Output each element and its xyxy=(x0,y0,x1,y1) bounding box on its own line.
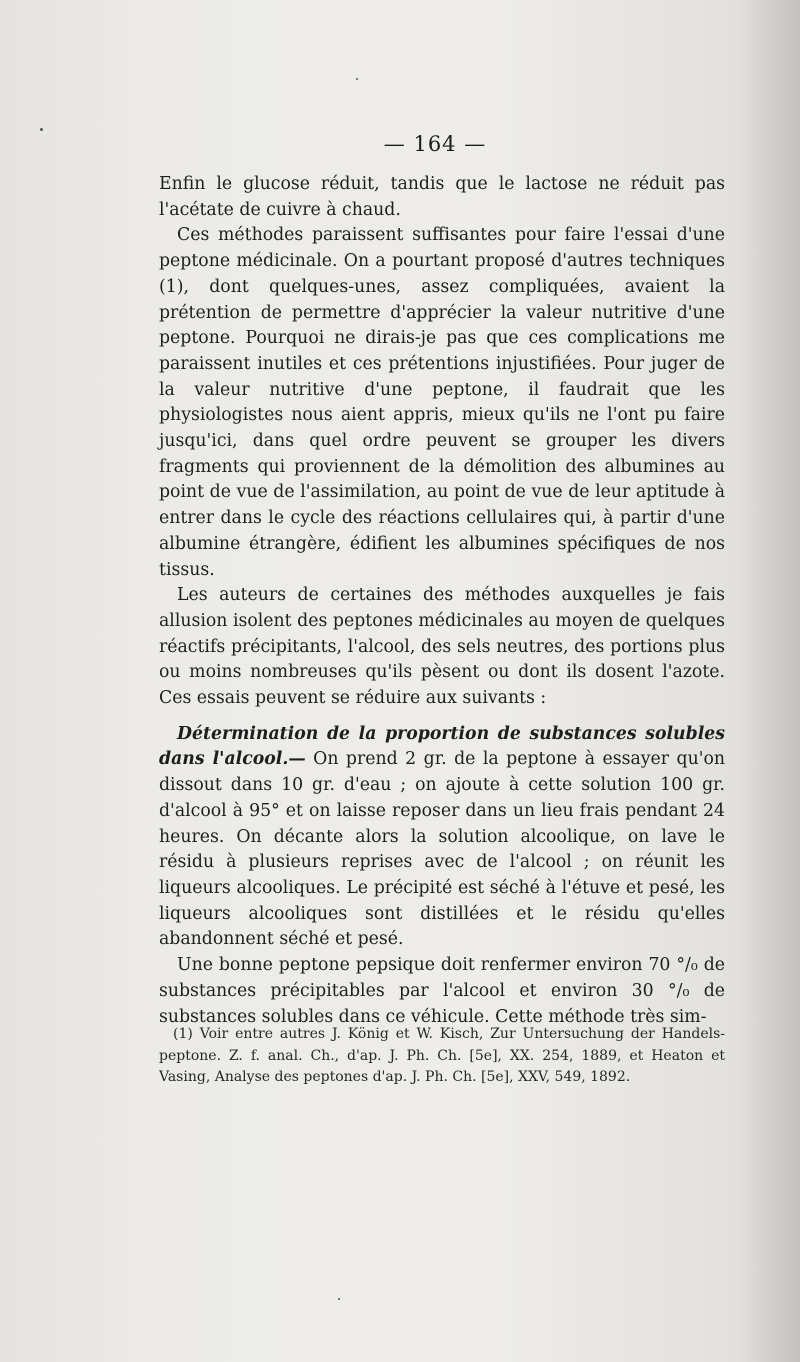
paragraph-last: Une bonne peptone pepsique doit renfermer environ 70 °/₀ de substances précipitables par l'alcool et environ 30 °/₀ de substances solubles dans ce véhicule. Cette méthode très sim- xyxy=(159,955,725,1027)
paragraph-1: Enfin le glucose réduit, tandis que le lactose ne réduit pas l'acétate de cuivre à chaud. xyxy=(159,174,725,220)
page-number: — 164 — xyxy=(383,132,487,156)
scan-speck xyxy=(40,128,43,131)
footnotes xyxy=(159,1024,725,1089)
section-text: On prend 2 gr. de la peptone à essayer qu'on dissout dans 10 gr. d'eau ; on ajoute à cette solution 100 gr. d'alcool à 95° et on laisse reposer dans un lieu frais pendant 24 heures. On décante alors la solution alcoolique, on lave le résidu à plusieurs reprises avec de l'alcool ; on réunit les liqueurs alcooliques. Le précipité est séché à l'étuve et pesé, les liqueurs alcooliques sont distillées et le résidu qu'elles abandonnent séché et pesé. xyxy=(159,749,725,950)
body-text xyxy=(159,172,725,1030)
scan-speck xyxy=(338,1298,340,1300)
scan-speck xyxy=(356,78,358,80)
section-title: Détermination de la proportion de substances solubles dans l'alcool.— xyxy=(159,723,725,770)
section-paragraph xyxy=(159,722,725,953)
paragraph-3: Les auteurs de certaines des méthodes auxquelles je fais allusion isolent des peptones médicinales au moyen de quelques réactifs précipitants, l'alcool, des sels neutres, des portions plus ou moins nombreuses qu'ils pèsent ou dont ils dosent l'azote. Ces essais peuvent se réduire aux suivants : xyxy=(159,585,725,709)
footnote-1: (1) Voir entre autres J. König et W. Kisch, Zur Untersuchung der Handels-peptone. Z. f. anal. Ch., d'ap. J. Ph. Ch. [5e], XX. 254, 1889, et Heaton et Vasing, Analyse des peptones d'ap. J. Ph. Ch. [5e], XXV, 549, 1892. xyxy=(159,1026,725,1085)
page-edge-shadow xyxy=(740,0,800,1362)
paragraph-2: Ces méthodes paraissent suffisantes pour faire l'essai d'une peptone médicinale. On a pourtant proposé d'autres techniques (1), dont quelques-unes, assez compliquées, avaient la prétention de permettre d'apprécier la valeur nutritive d'une peptone. Pourquoi ne dirais-je pas que ces complications me paraissent inutiles et ces prétentions injustifiées. Pour juger de la valeur nutritive d'une peptone, il faudrait que les physiologistes nous aient appris, mieux qu'ils ne l'ont pu faire jusqu'ici, dans quel ordre peuvent se grouper les divers fragments qui proviennent de la démolition des albumines au point de vue de l'assimilation, au point de vue de leur aptitude à entrer dans le cycle des réactions cellulaires qui, à partir d'une albumine étrangère, édifient les albumines spécifiques de nos tissus. xyxy=(159,225,725,580)
